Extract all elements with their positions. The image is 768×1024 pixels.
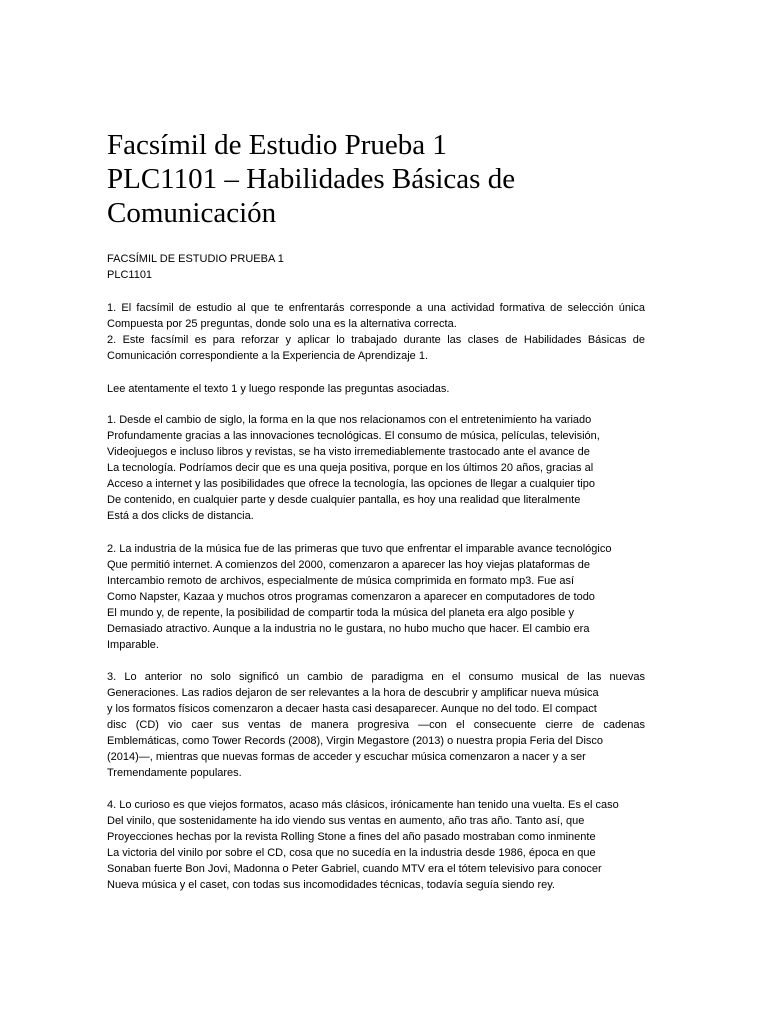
paragraph-line: La tecnología. Podríamos decir que es una queja positiva, porque en los últimos 20 años, gracias al [107, 462, 594, 474]
paragraph-line: 4. Lo curioso es que viejos formatos, acaso más clásicos, irónicamente han tenido una vuelta. Es el caso [107, 799, 619, 811]
paragraph-line: 3. Lo anterior no solo significó un cambio de paradigma en el consumo musical de las nuevas [107, 671, 645, 683]
prompt-line: Lee atentamente el texto 1 y luego responde las preguntas asociadas. [107, 383, 450, 395]
paragraph-line: Del vinilo, que sostenidamente ha ido viendo sus ventas en aumento, año tras año. Tanto así, que [107, 815, 585, 827]
paragraph-line: De contenido, en cualquier parte y desde cualquier pantalla, es hoy una realidad que literalmente [107, 494, 581, 506]
instructions [107, 300, 645, 364]
paragraph-line: y los formatos físicos comenzaron a decaer hasta casi desaparecer. Aunque no del todo. El compact [107, 703, 597, 715]
instruction-line: Compuesta por 25 preguntas, donde solo una es la alternativa correcta. [107, 318, 457, 330]
paragraph-line: Videojuegos e incluso libros y revistas, se ha visto irremediablemente trastocado ante el avance de [107, 446, 590, 458]
paragraph-line: Proyecciones hechas por la revista Rolling Stone a fines del año pasado mostraban como inminente [107, 831, 596, 843]
paragraph-line: El mundo y, de repente, la posibilidad de compartir toda la música del planeta era algo posible y [107, 607, 574, 619]
instruction-line: 1. El facsímil de estudio al que te enfrentarás corresponde a una actividad formativa de selección única [107, 302, 645, 314]
document-title [107, 128, 667, 230]
paragraph-line: Imparable. [107, 639, 159, 651]
paragraph-line: Que permitió internet. A comienzos del 2000, comenzaron a aparecer las hoy viejas plataformas de [107, 559, 591, 571]
paragraph-line: Sonaban fuerte Bon Jovi, Madonna o Peter Gabriel, cuando MTV era el tótem televisivo para conocer [107, 863, 602, 875]
paragraph-line: Emblemáticas, como Tower Records (2008), Virgin Megastore (2013) o nuestra propia Feria del Disco [107, 735, 604, 747]
paragraph-line: Demasiado atractivo. Aunque a la industria no le gustara, no hubo mucho que hacer. El cambio era [107, 623, 590, 635]
instruction-line: 2. Este facsímil es para reforzar y aplicar lo trabajado durante las clases de Habilidades Básicas de [107, 334, 645, 346]
paragraph-line: Acceso a internet y las posibilidades que ofrece la tecnología, las opciones de llegar a cualquier tipo [107, 478, 595, 490]
instruction-line: Comunicación correspondiente a la Experiencia de Aprendizaje 1. [107, 350, 429, 362]
paragraph-2 [107, 541, 645, 653]
paragraph-line: (2014)—, mientras que nuevas formas de acceder y escuchar música comenzaron a nacer y a ser [107, 751, 586, 763]
paragraph-line: Intercambio remoto de archivos, especialmente de música comprimida en formato mp3. Fue así [107, 575, 575, 587]
paragraph-line: La victoria del vinilo por sobre el CD, cosa que no sucedía en la industria desde 1986, época en que [107, 847, 596, 859]
paragraph-line: Como Napster, Kazaa y muchos otros programas comenzaron a aparecer en computadores de todo [107, 591, 595, 603]
header-line: FACSÍMIL DE ESTUDIO PRUEBA 1 [107, 253, 284, 265]
title-line: Comunicación [107, 197, 277, 229]
paragraph-4 [107, 797, 645, 893]
paragraph-line: Nueva música y el caset, con todas sus incomodidades técnicas, todavía seguía siendo rey. [107, 879, 555, 891]
document-header [107, 251, 645, 283]
paragraph-line: 1. Desde el cambio de siglo, la forma en la que nos relacionamos con el entretenimiento ha variado [107, 414, 592, 426]
header-line: PLC1101 [107, 269, 153, 281]
paragraph-line: Profundamente gracias a las innovaciones tecnológicas. El consumo de música, películas, televisión, [107, 430, 600, 442]
title-line: PLC1101 – Habilidades Básicas de [107, 163, 516, 195]
paragraph-line: 2. La industria de la música fue de las primeras que tuvo que enfrentar el imparable avance tecnológico [107, 543, 612, 555]
paragraph-line: disc (CD) vio caer sus ventas de manera progresiva —con el consecuente cierre de cadenas [107, 719, 645, 731]
paragraph-3 [107, 669, 645, 781]
paragraph-line: Está a dos clicks de distancia. [107, 510, 254, 522]
paragraph-1 [107, 412, 645, 524]
paragraph-line: Tremendamente populares. [107, 767, 242, 779]
paragraph-line: Generaciones. Las radios dejaron de ser relevantes a la hora de descubrir y amplificar nueva música [107, 687, 599, 699]
reading-prompt [107, 381, 645, 397]
title-line: Facsímil de Estudio Prueba 1 [107, 129, 447, 161]
